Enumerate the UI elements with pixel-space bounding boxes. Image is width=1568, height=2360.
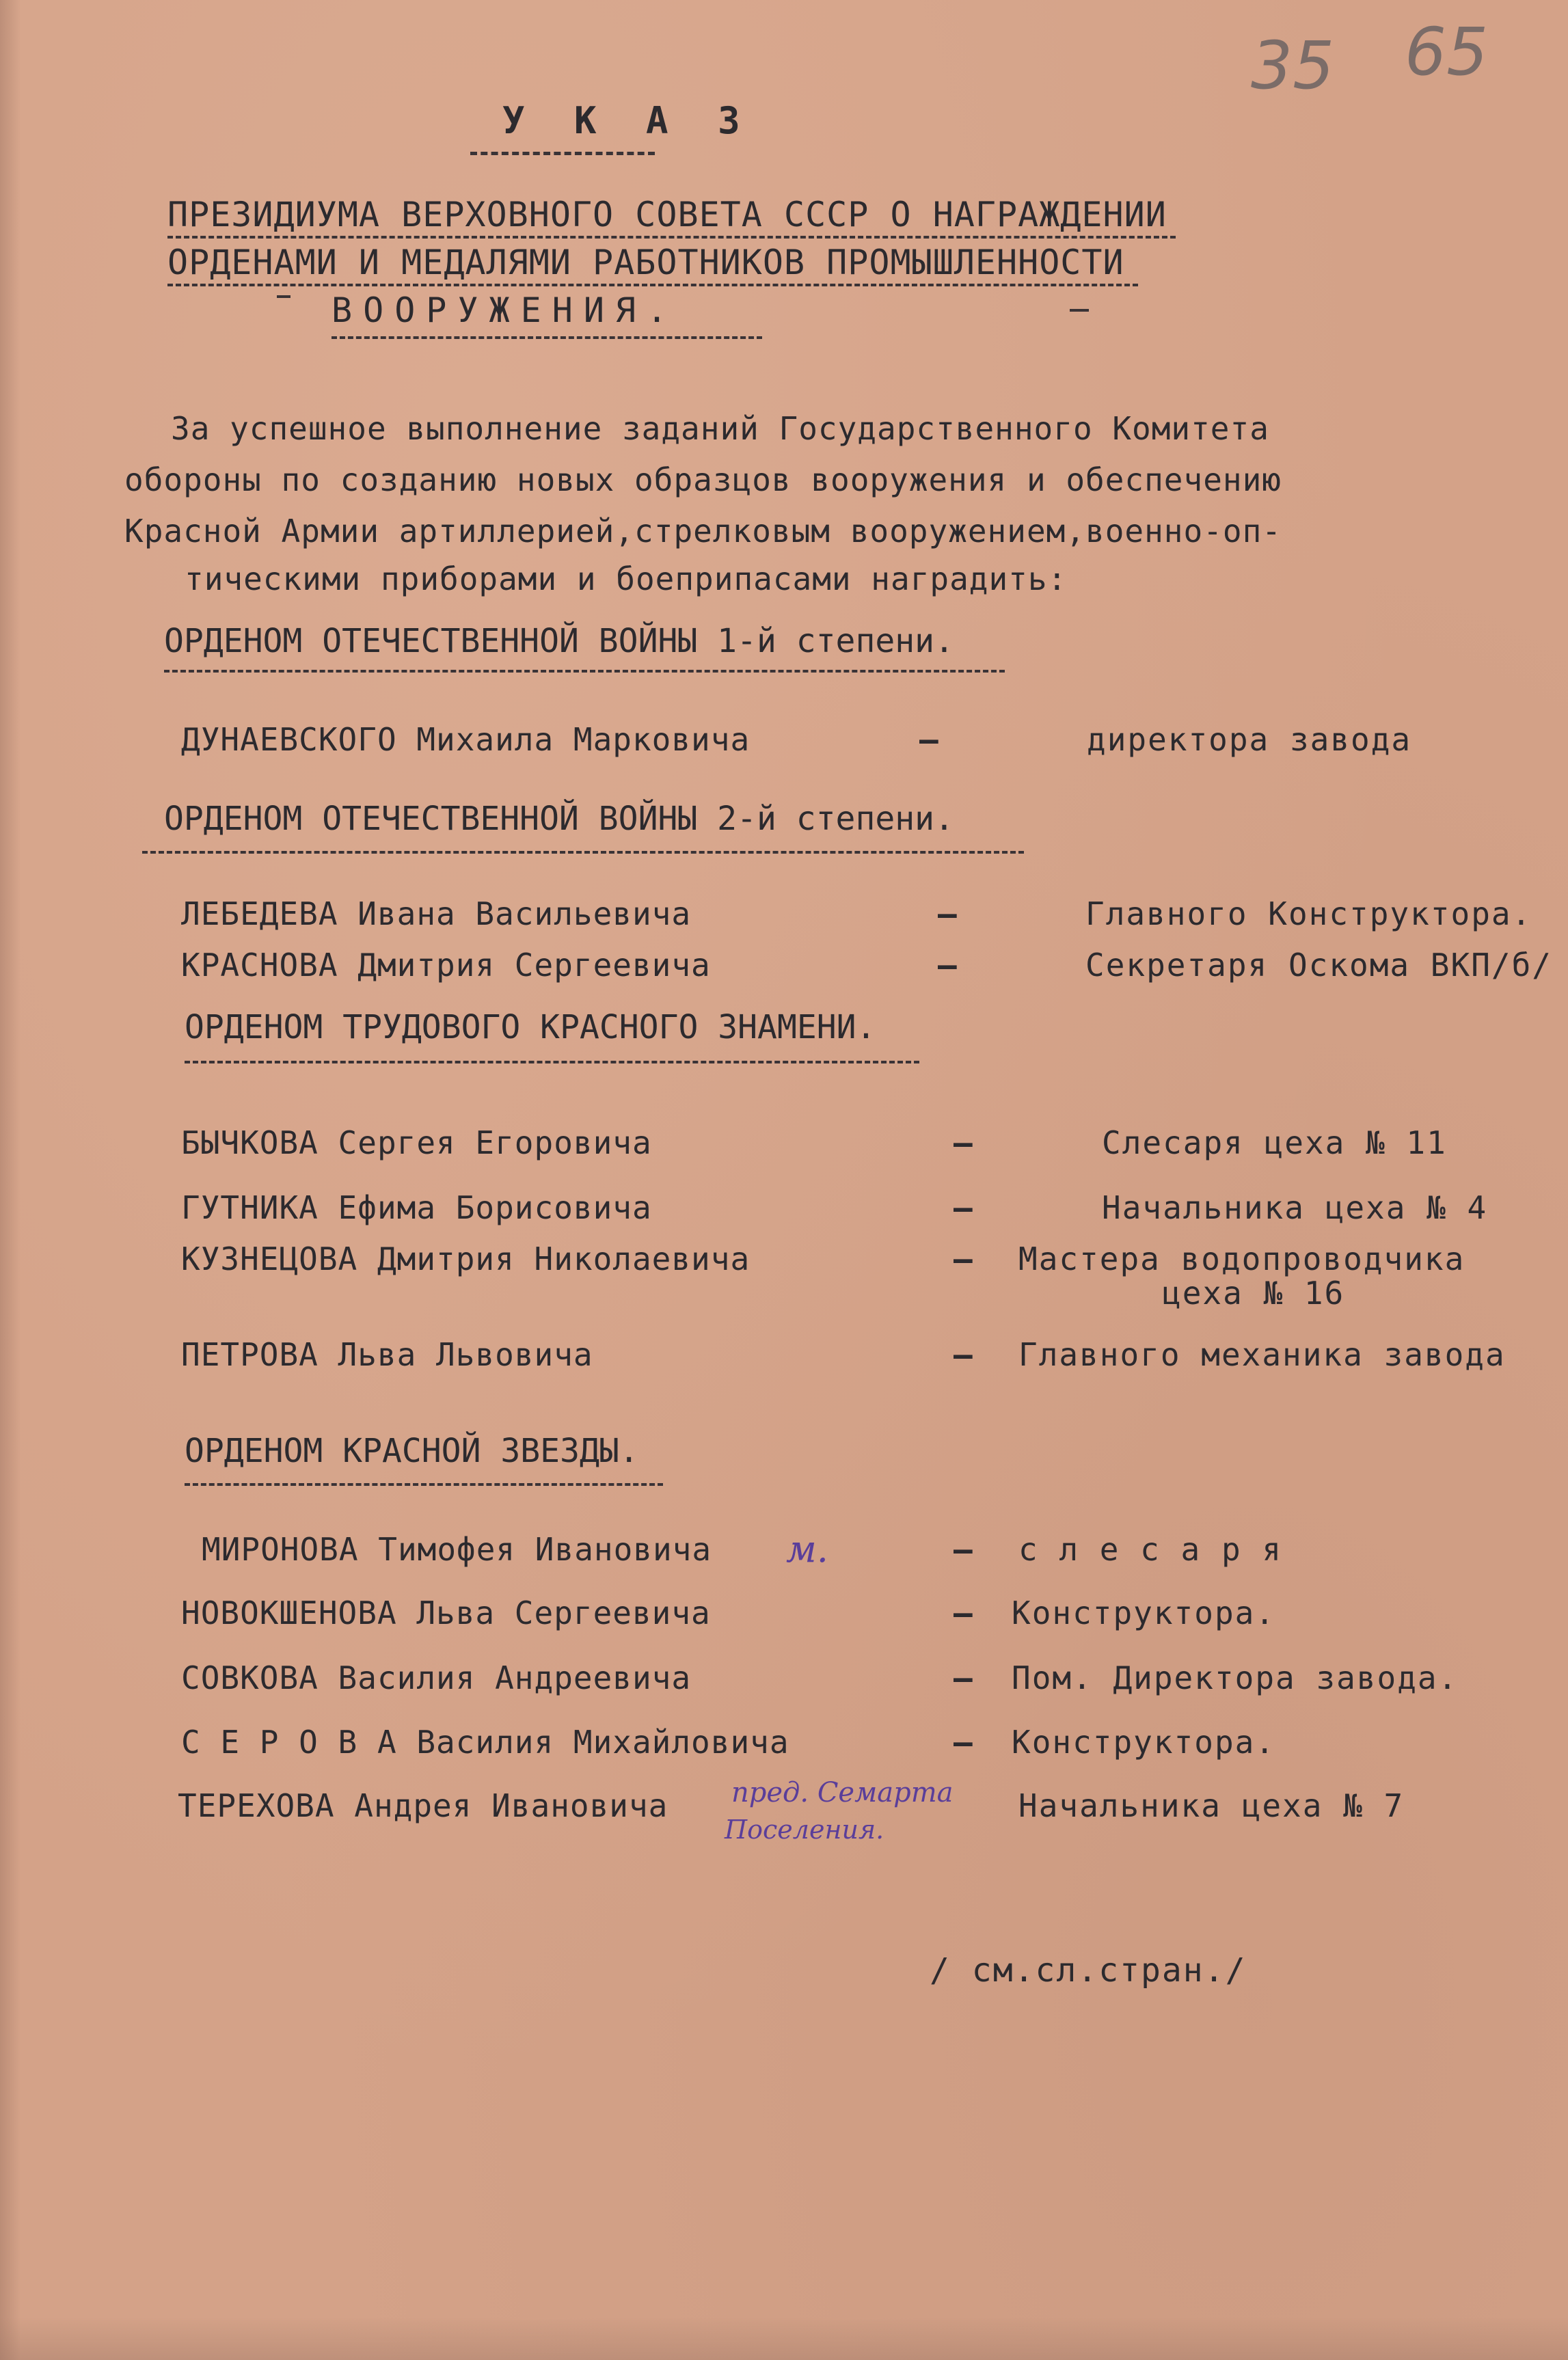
dash-separator: – (919, 721, 940, 758)
heading-line: ОРДЕНАМИ И МЕДАЛЯМИ РАБОТНИКОВ ПРОМЫШЛЕННОСТИ (167, 243, 1124, 282)
award-position: директора завода (1087, 721, 1412, 758)
award-position: Секретаря Оскома ВКП/б/ (1085, 947, 1552, 984)
order-heading: ОРДЕНОМ КРАСНОЙ ЗВЕЗДЫ. (185, 1432, 639, 1470)
award-name: ЛЕБЕДЕВА Ивана Васильевича (181, 895, 692, 932)
award-name: КРАСНОВА Дмитрия Сергеевича (181, 947, 711, 984)
preamble-line: Красной Армии артиллерией,стрелковым вооружением,военно-оп- (124, 513, 1282, 550)
heading-underline (167, 284, 1138, 286)
award-name: ПЕТРОВА Льва Львовича (181, 1336, 593, 1373)
preamble-line: тическими приборами и боеприпасами наградить: (185, 560, 1068, 597)
heading-line: ВООРУЖЕНИЯ. (332, 290, 679, 330)
award-name: ГУТНИКА Ефима Борисовича (181, 1189, 652, 1226)
order-underline (185, 1483, 663, 1486)
award-position: Пом. Директора завода. (1012, 1659, 1459, 1696)
paper-bottom-shadow (0, 2317, 1568, 2360)
preamble-line: За успешное выполнение заданий Государственного Комитета (171, 410, 1269, 447)
award-name: ДУНАЕВСКОГО Михаила Марковича (181, 721, 751, 758)
award-name: КУЗНЕЦОВА Дмитрия Николаевича (181, 1240, 751, 1277)
heading-line: ПРЕЗИДИУМА ВЕРХОВНОГО СОВЕТА СССР О НАГРАЖДЕНИИ (167, 195, 1167, 234)
continued-note: / см.сл.стран./ (930, 1951, 1247, 1990)
paper-edge-shadow (0, 0, 21, 2360)
award-position: Главного механика завода (1018, 1336, 1506, 1373)
dash-separator: – (938, 895, 958, 932)
dash-separator: – (954, 1124, 974, 1161)
dash-separator: – (954, 1240, 974, 1277)
award-position: Начальника цеха № 4 (1102, 1189, 1488, 1226)
heading-dash-mark (1070, 309, 1089, 312)
dash-separator: – (954, 1659, 974, 1696)
award-position: с л е с а р я (1018, 1531, 1283, 1568)
award-name: ТЕРЕХОВА Андрея Ивановича (178, 1787, 668, 1824)
award-name: НОВОКШЕНОВА Льва Сергеевича (181, 1595, 711, 1631)
award-position: Конструктора. (1012, 1595, 1276, 1631)
award-position: Конструктора. (1012, 1724, 1276, 1761)
archive-number-pencil: 65 (1405, 14, 1489, 90)
heading-underline (332, 336, 762, 339)
order-heading: ОРДЕНОМ ОТЕЧЕСТВЕННОЙ ВОЙНЫ 2-й степени. (164, 800, 954, 838)
award-position: Слесаря цеха № 11 (1102, 1124, 1447, 1161)
dash-separator: – (954, 1189, 974, 1226)
award-position: Начальника цеха № 7 (1018, 1787, 1405, 1824)
handwritten-note: Поселения. (725, 1815, 884, 1845)
archive-number-pencil: 35 (1251, 27, 1335, 104)
award-name: СОВКОВА Василия Андреевича (181, 1659, 692, 1696)
award-name: БЫЧКОВА Сергея Егоровича (181, 1124, 652, 1161)
handwritten-mark: м. (786, 1528, 828, 1571)
heading-underline (167, 236, 1176, 239)
order-underline (164, 670, 1005, 673)
award-name: МИРОНОВА Тимофея Ивановича (202, 1531, 712, 1568)
document-title: У К А З (502, 99, 754, 142)
dash-separator: – (954, 1724, 974, 1761)
order-heading: ОРДЕНОМ ТРУДОВОГО КРАСНОГО ЗНАМЕНИ. (185, 1008, 876, 1046)
dash-separator: – (938, 947, 958, 984)
award-name: С Е Р О В А Василия Михайловича (181, 1724, 789, 1761)
award-position: Мастера водопроводчика (1018, 1240, 1465, 1277)
preamble-line: обороны по созданию новых образцов вооружения и обеспечению (124, 461, 1282, 498)
order-underline (185, 1061, 919, 1063)
dash-separator: – (954, 1531, 974, 1568)
order-heading: ОРДЕНОМ ОТЕЧЕСТВЕННОЙ ВОЙНЫ 1-й степени. (164, 622, 954, 660)
award-position-continued: цеха № 16 (1162, 1275, 1345, 1312)
heading-dash-mark (277, 295, 290, 298)
handwritten-note: пред. Семарта (731, 1777, 954, 1808)
award-position: Главного Конструктора. (1085, 895, 1532, 932)
order-underline (142, 851, 1024, 854)
title-underline (470, 152, 655, 155)
dash-separator: – (954, 1336, 974, 1373)
dash-separator: – (954, 1595, 974, 1631)
